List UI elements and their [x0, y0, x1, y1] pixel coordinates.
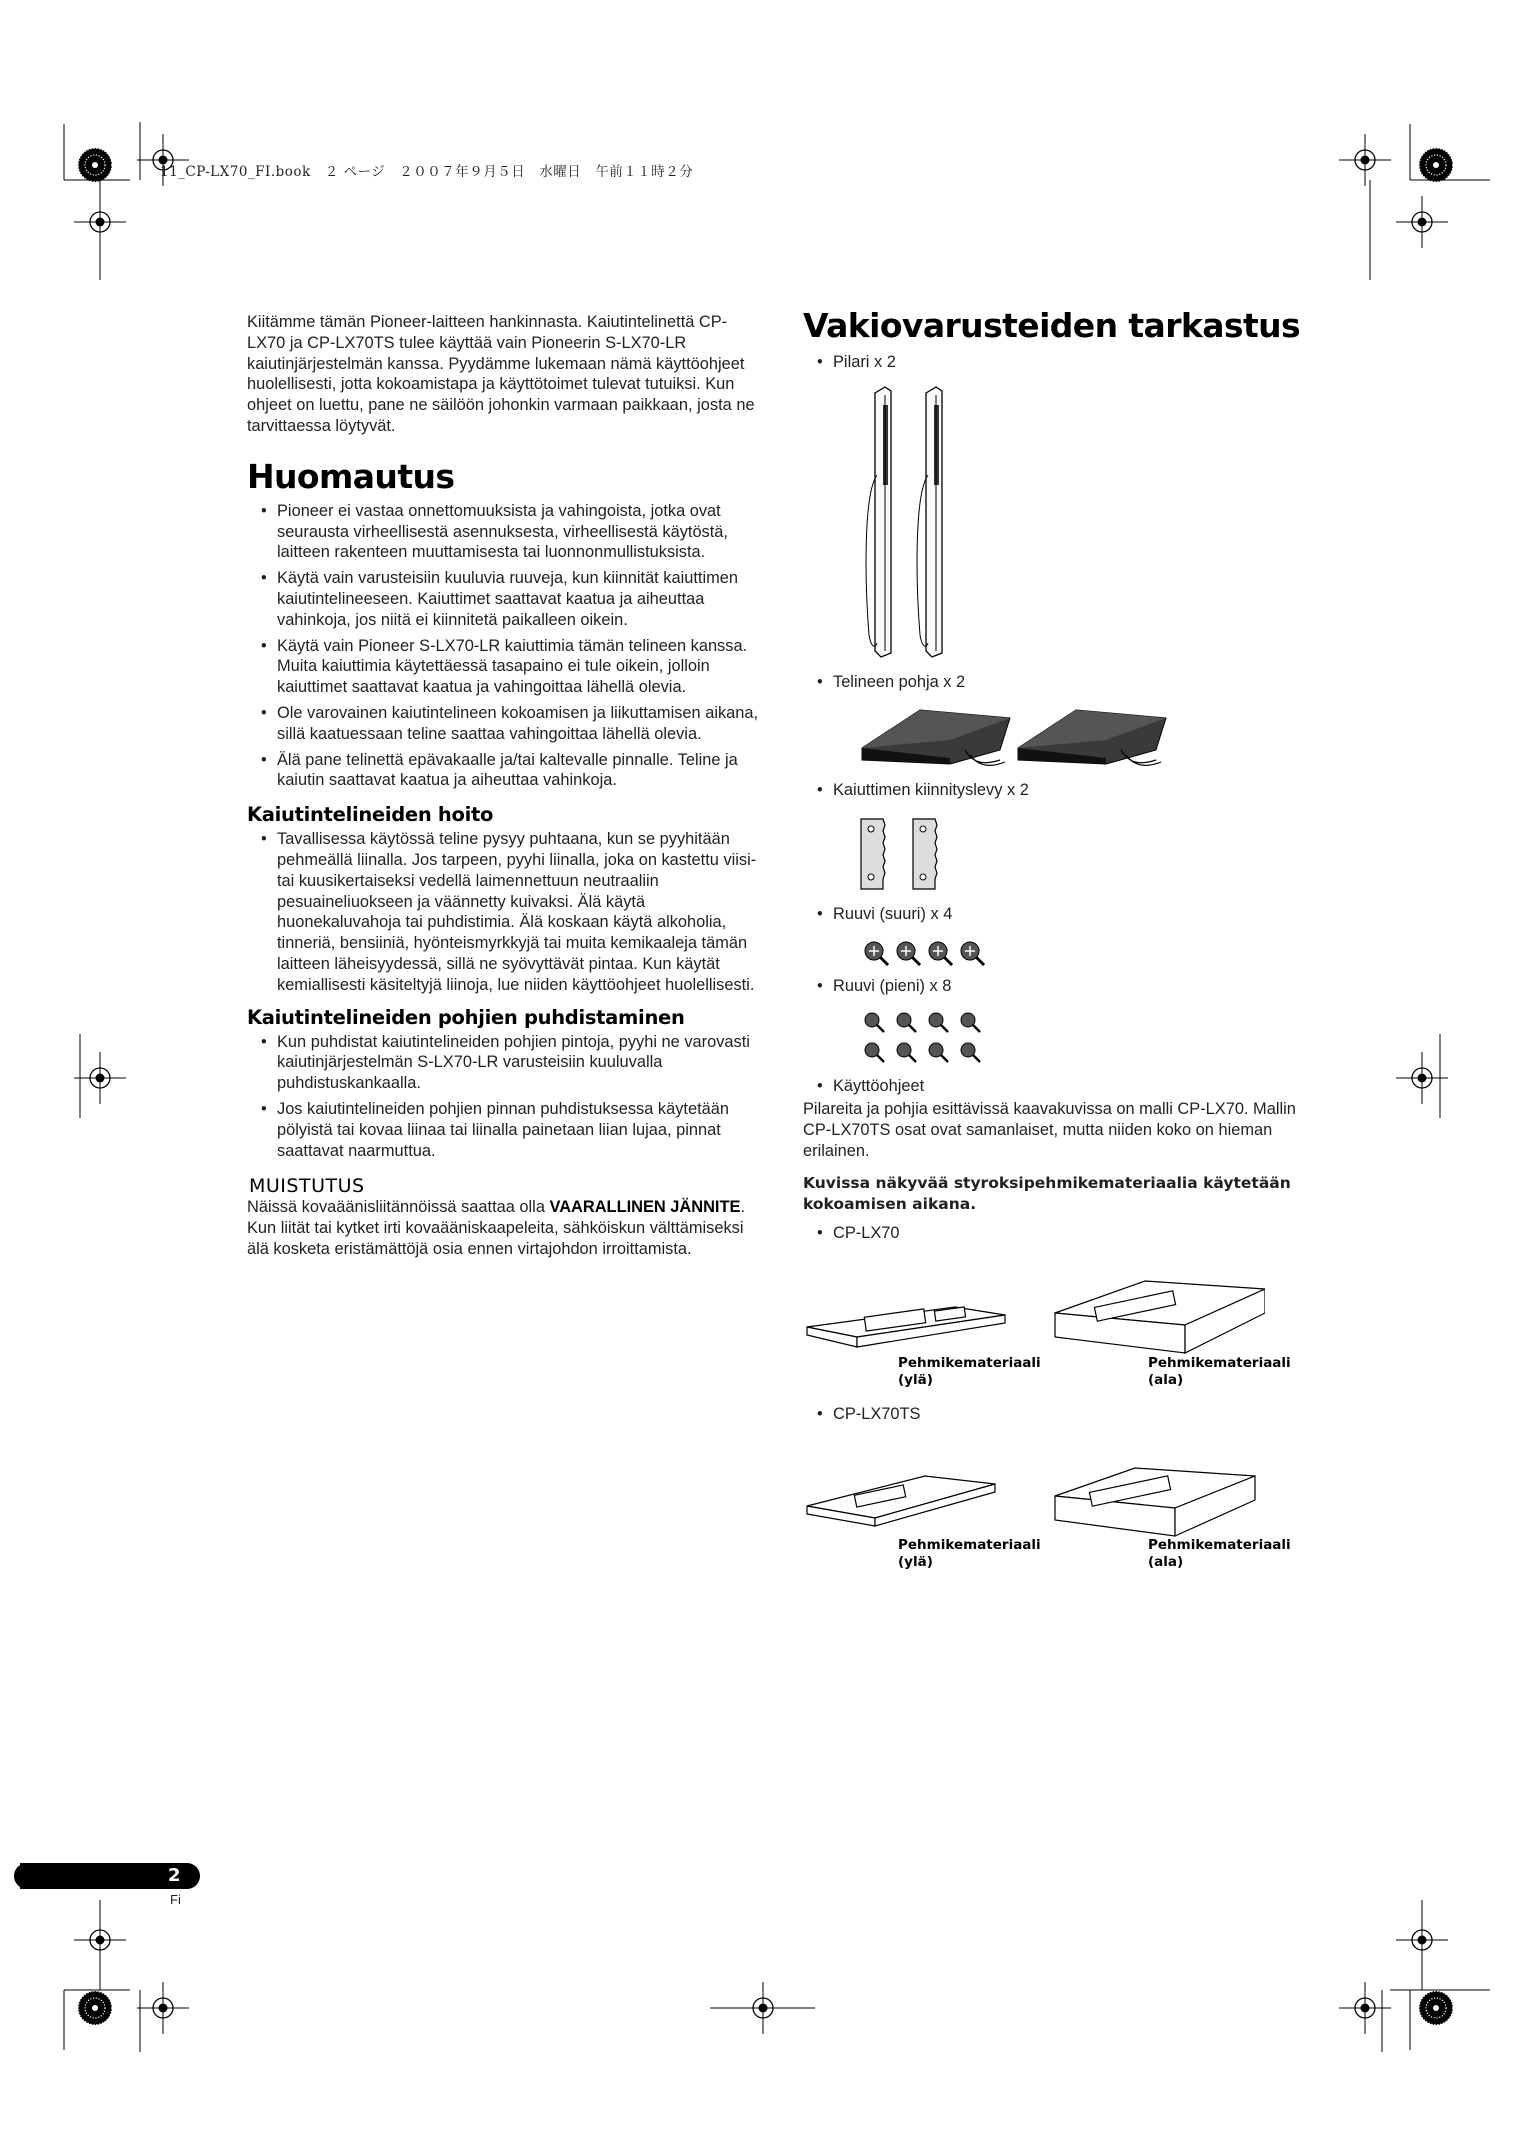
language-code: Fi: [170, 1892, 181, 1907]
item-manual-label: • Käyttöohjeet: [803, 1076, 924, 1097]
foam-note: Kuvissa näkyvää styroksipehmikemateriaalia käytetään kokoamisen aikana.: [803, 1174, 1291, 1213]
item-plate-label: • Kaiuttimen kiinnityslevy x 2: [803, 780, 1029, 801]
notice-heading: Huomautus: [247, 456, 455, 496]
caution-paragraph: [247, 1197, 762, 1259]
notice-item: • Pioneer ei vastaa onnettomuuksista ja vahingoista, jotka ovat seurausta virheellisestä asennuksesta, virheellisestä käytöstä, laitteen rakenteen muuttamisesta tai luonnonmullistuksista.: [247, 501, 762, 563]
item-base-label: • Telineen pohja x 2: [803, 672, 965, 693]
page-number: 2: [168, 1865, 181, 1886]
foam-upper-caption-line2: (ylä): [898, 1372, 933, 1388]
intro-paragraph: Kiitämme tämän Pioneer-laitteen hankinnasta. Kaiutintelinettä CP-LX70 ja CP-LX70TS tulee käyttää vain Pioneerin S-LX70-LR kaiutinjärjestelmän kanssa. Pyydämme lukemaan nämä käyttöohjeet huolellisesti, jotta kokoamistapa ja käyttötoimet tulevat tutuiksi. Kun ohjeet on luettu, pane ne säilöön johonkin varmaan paikkaan, josta ne tarvittaessa löytyvät.: [247, 313, 755, 435]
cleaning-list: [247, 1032, 762, 1162]
caution-emphasis: VAARALLINEN JÄNNITE: [549, 1198, 741, 1217]
foam-lower-caption-line1: Pehmikemateriaali: [1148, 1355, 1291, 1371]
foam-upper-caption-line2: (ylä): [898, 1554, 933, 1570]
foam-lower-caption-2: [1148, 1537, 1291, 1571]
foam-upper-caption-2: [898, 1537, 1041, 1571]
foam-upper-caption-1: [898, 1355, 1041, 1389]
model-note: Pilareita ja pohjia esittävissä kaavakuvissa on malli CP-LX70. Mallin CP-LX70TS osat ovat samanlaiset, mutta niiden koko on hieman erilainen.: [803, 1100, 1296, 1160]
registration-mark-bottom-right: [1339, 1900, 1490, 2052]
left-column: [247, 312, 762, 1260]
registration-mark-top-left: [64, 122, 189, 280]
caution-text-post: . Kun liität tai kytket irti kovaääniskaapeleita, sähköiskun välttämiseksi älä kosketa eristämättöjä osia ennen virtajohdon irroittamista.: [247, 1198, 745, 1258]
foam-illustration-cp-lx70ts: [805, 1460, 1265, 1540]
pillar-illustration: [855, 385, 965, 660]
care-heading: Kaiutintelineiden hoito: [247, 803, 494, 827]
notice-item: • Ole varovainen kaiutintelineen kokoamisen ja liikuttamisen aikana, sillä kaatuessaan teline saattaa vahingoittaa lähellä olevia.: [247, 703, 762, 745]
foam-lower-caption-line1: Pehmikemateriaali: [1148, 1537, 1291, 1553]
foam-lower-caption-1: [1148, 1355, 1291, 1389]
foam-illustration-cp-lx70: [805, 1275, 1265, 1355]
base-illustration: [860, 700, 1180, 780]
large-screw-illustration: [860, 935, 1000, 969]
registration-mark-left: [74, 1052, 126, 1104]
item-small-screw-label: • Ruuvi (pieni) x 8: [803, 976, 951, 997]
cleaning-item: • Kun puhdistat kaiutintelineiden pohjien pintoja, pyyhi ne varovasti kaiutinjärjestelmän S-LX70-LR varusteisiin kuuluvalla puhdistuskankaalla.: [247, 1032, 762, 1094]
book-header-line: 11_CP-LX70_FI.book ２ ページ ２００７年９月５日 水曜日 午前１１時２分: [160, 164, 694, 180]
foam-lower-caption-line2: (ala): [1148, 1372, 1184, 1388]
caution-heading: MUISTUTUS: [249, 1175, 365, 1198]
foam-upper-caption-line1: Pehmikemateriaali: [898, 1537, 1041, 1553]
plate-illustration: [855, 815, 965, 895]
care-list: [247, 829, 762, 995]
cleaning-item: • Jos kaiutintelineiden pohjien pinnan puhdistuksessa käytetään pölyistä tai kovaa liinaa tai liinalla painetaan liian lujaa, pinnat saattavat naarmuttua.: [247, 1099, 762, 1161]
care-item: • Tavallisessa käytössä teline pysyy puhtaana, kun se pyyhitään pehmeällä liinalla. Jos tarpeen, pyyhi liinalla, joka on kastettu viisi- tai kuusikertaiseksi vedellä laimennettuun neutraaliin pesuaineliuokseen ja väännetty kuivaksi. Älä käytä huonekaluvahoja tai puhdistimia. Älä koskaan käytä alkoholia, tinneriä, bensiiniä, hyönteismyrkkyjä tai muita kemikaaleja tämän laitteen läheisyydessä, sillä ne syövyttävät pintaa. Kun käytät kemiallisesti käsiteltyjä liinoja, lue niiden käyttöohjeet huolellisesti.: [247, 829, 762, 995]
foam-upper-caption-line1: Pehmikemateriaali: [898, 1355, 1041, 1371]
caution-text-pre: Näissä kovaäänisliitännöissä saattaa olla: [247, 1198, 550, 1217]
model-cp-lx70-label: • CP-LX70: [803, 1223, 900, 1244]
notice-item: • Käytä vain varusteisiin kuuluvia ruuveja, kun kiinnität kaiuttimen kaiutintelineeseen. Kaiuttimet saattavat kaatua ja aiheuttaa vahinkoja, jos niitä ei kiinnitetä paikalleen oikein.: [247, 568, 762, 630]
notice-item: • Käytä vain Pioneer S-LX70-LR kaiuttimia tämän telineen kanssa. Muita kaiuttimia käytettäessä tasapaino ei tule oikein, jolloin kaiuttimet saattavat kaatua ja vahingoittaa lähellä olevia.: [247, 636, 762, 698]
registration-mark-top-right: [1339, 124, 1490, 280]
registration-mark-bottom-left: [64, 1900, 189, 2052]
foam-lower-caption-line2: (ala): [1148, 1554, 1184, 1570]
item-pillar-label: • Pilari x 2: [803, 352, 896, 373]
item-large-screw-label: • Ruuvi (suuri) x 4: [803, 904, 952, 925]
notice-item: • Älä pane telinettä epävakaalle ja/tai kaltevalle pinnalle. Teline ja kaiutin saattavat kaatua ja aiheuttaa vahinkoja.: [247, 750, 762, 792]
model-cp-lx70ts-label: • CP-LX70TS: [803, 1404, 920, 1425]
accessories-heading: Vakiovarusteiden tarkastus: [803, 306, 1301, 345]
small-screw-illustration: [860, 1008, 1000, 1070]
cleaning-heading: Kaiutintelineiden pohjien puhdistaminen: [247, 1005, 685, 1029]
notice-list: [247, 501, 762, 791]
